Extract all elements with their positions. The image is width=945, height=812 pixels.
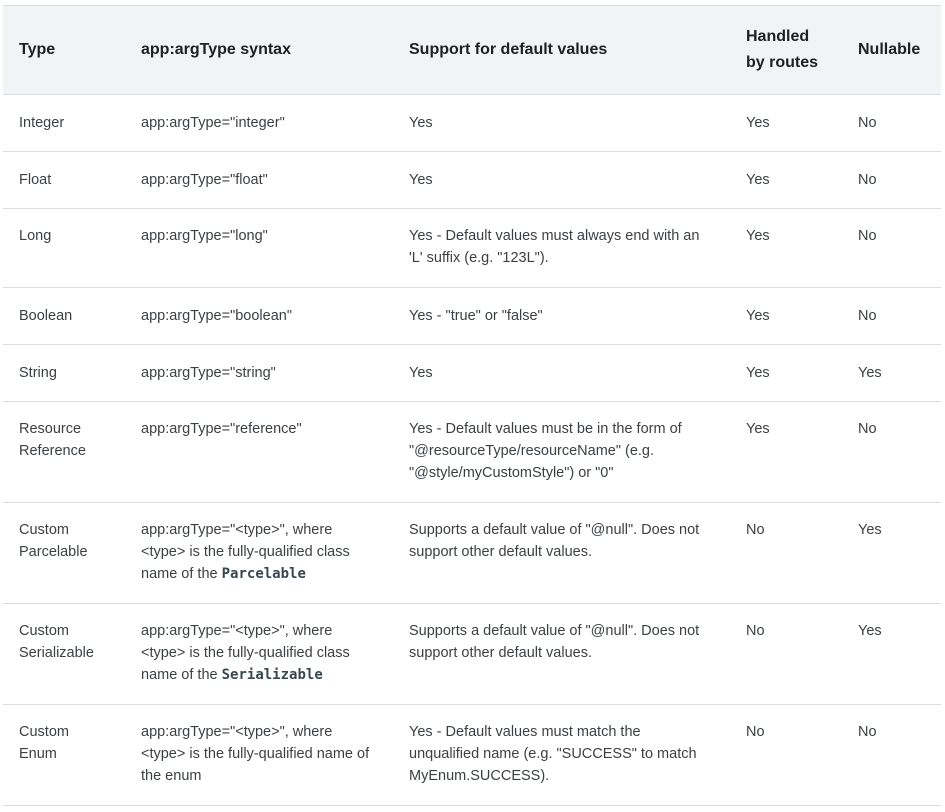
cell-type: Custom Serializable [3, 603, 125, 704]
cell-handled-by-routes: Yes [730, 287, 842, 344]
cell-default-values: Yes [393, 151, 730, 208]
header-handled-by-routes: Handled by routes [730, 6, 842, 94]
cell-type: Boolean [3, 287, 125, 344]
cell-syntax-text: app:argType="float" [141, 171, 268, 188]
cell-syntax-text: app:argType="<type>", where <type> is the fully-qualified class name of the [141, 521, 350, 582]
table-row [3, 502, 941, 603]
cell-syntax [125, 704, 393, 805]
cell-nullable: No [842, 287, 941, 344]
cell-syntax [125, 401, 393, 502]
table-header [3, 6, 941, 94]
cell-default-values: Yes - Default values must match the unqualified name (e.g. "SUCCESS" to match MyEnum.SUCCESS). [393, 704, 730, 805]
cell-syntax [125, 502, 393, 603]
cell-nullable: No [842, 704, 941, 805]
header-nullable: Nullable [842, 6, 941, 94]
cell-syntax [125, 151, 393, 208]
cell-syntax [125, 208, 393, 287]
cell-syntax [125, 287, 393, 344]
cell-default-values: Yes - Default values must be in the form of "@resourceType/resourceName" (e.g. "@style/myCustomStyle") or "0" [393, 401, 730, 502]
cell-type: Custom Enum [3, 704, 125, 805]
header-type: Type [3, 6, 125, 94]
cell-syntax-text: app:argType="integer" [141, 114, 285, 131]
cell-syntax-text: app:argType="reference" [141, 420, 302, 437]
cell-syntax-text: app:argType="string" [141, 364, 276, 381]
cell-handled-by-routes: No [730, 603, 842, 704]
cell-nullable: Yes [842, 603, 941, 704]
table-row [3, 151, 941, 208]
cell-handled-by-routes: Yes [730, 208, 842, 287]
cell-type: Resource Reference [3, 401, 125, 502]
argument-types-table [3, 6, 941, 806]
cell-nullable: Yes [842, 344, 941, 401]
cell-handled-by-routes: Yes [730, 344, 842, 401]
cell-handled-by-routes: Yes [730, 94, 842, 151]
table-body [3, 94, 941, 805]
table-row [3, 208, 941, 287]
cell-syntax-text: app:argType="<type>", where <type> is the fully-qualified name of the enum [141, 723, 370, 784]
cell-default-values: Yes [393, 344, 730, 401]
cell-syntax-text: app:argType="<type>", where <type> is the fully-qualified class name of the [141, 622, 350, 683]
argument-types-table-container [3, 5, 941, 806]
cell-type: Long [3, 208, 125, 287]
cell-nullable: No [842, 151, 941, 208]
cell-type: Integer [3, 94, 125, 151]
cell-syntax [125, 344, 393, 401]
header-default-values: Support for default values [393, 6, 730, 94]
header-syntax: app:argType syntax [125, 6, 393, 94]
cell-default-values: Yes - Default values must always end with an 'L' suffix (e.g. "123L"). [393, 208, 730, 287]
cell-default-values: Supports a default value of "@null". Does not support other default values. [393, 603, 730, 704]
cell-handled-by-routes: No [730, 704, 842, 805]
table-row [3, 704, 941, 805]
cell-type: Float [3, 151, 125, 208]
cell-syntax [125, 94, 393, 151]
cell-syntax-text: app:argType="boolean" [141, 307, 292, 324]
cell-type: String [3, 344, 125, 401]
cell-nullable: No [842, 208, 941, 287]
cell-nullable: No [842, 401, 941, 502]
header-row [3, 6, 941, 94]
cell-handled-by-routes: No [730, 502, 842, 603]
cell-nullable: Yes [842, 502, 941, 603]
cell-default-values: Yes [393, 94, 730, 151]
table-row [3, 401, 941, 502]
cell-handled-by-routes: Yes [730, 401, 842, 502]
cell-syntax-class-code: Serializable [221, 666, 323, 683]
cell-syntax-text: app:argType="long" [141, 227, 268, 244]
cell-nullable: No [842, 94, 941, 151]
cell-handled-by-routes: Yes [730, 151, 842, 208]
table-row [3, 94, 941, 151]
table-row [3, 287, 941, 344]
cell-default-values: Yes - "true" or "false" [393, 287, 730, 344]
table-row [3, 344, 941, 401]
cell-type: Custom Parcelable [3, 502, 125, 603]
cell-default-values: Supports a default value of "@null". Does not support other default values. [393, 502, 730, 603]
table-row [3, 603, 941, 704]
cell-syntax [125, 603, 393, 704]
cell-syntax-class-code: Parcelable [221, 565, 306, 582]
